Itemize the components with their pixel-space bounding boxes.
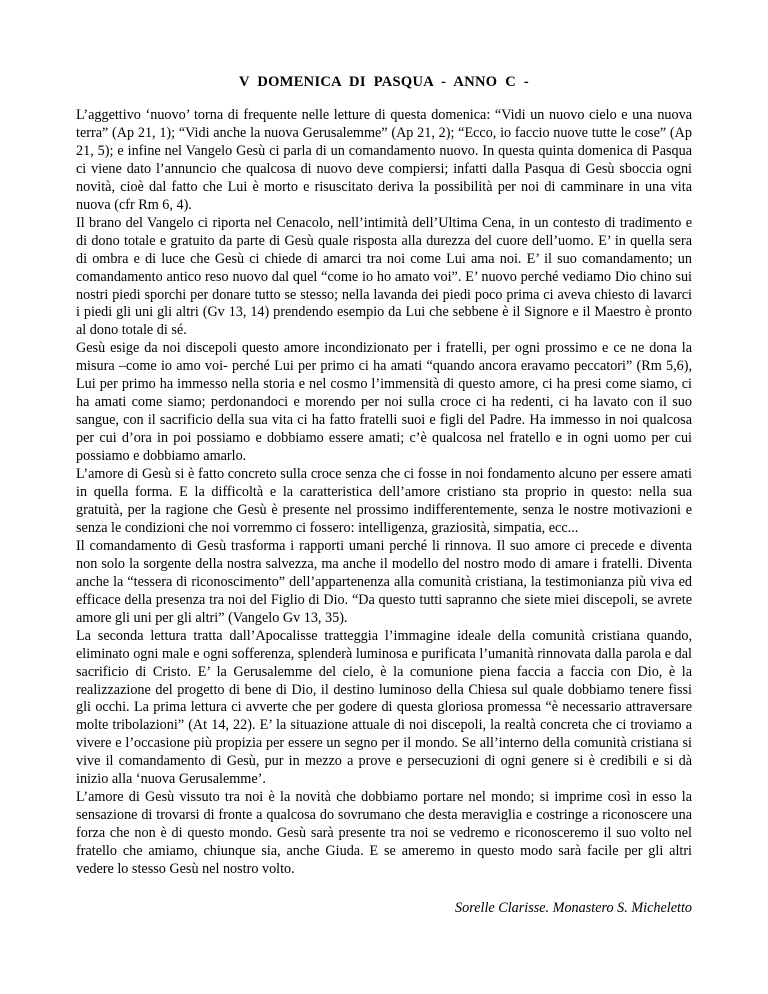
paragraph: L’amore di Gesù vissuto tra noi è la novità che dobbiamo portare nel mondo; si imprime così in esso la sensazione di trovarsi di fronte a qualcosa do sovrumano che desta meraviglia e costringe a riconoscere una forza che non è di questo mondo. Gesù sarà presente tra noi se vedremo e riconosceremo il suo volto nel fratello che amiamo, chiunque sia, anche Giuda. E se ameremo in questo modo sarà facile per gli altri vedere lo stesso Gesù nel nostro volto. — [76, 789, 692, 878]
paragraph: Il brano del Vangelo ci riporta nel Cenacolo, nell’intimità dell’Ultima Cena, in un contesto di tradimento e di dono totale e gratuito da parte di Gesù quale risposta alla durezza del cuore dell’uomo. E’ in quella sera di ombra e di luce che Gesù ci chiede di amarci tra noi come Lui ama noi. E’ il suo comandamento; un comandamento antico reso nuovo dal quel “come io ho amato voi”. E’ nuovo perché vediamo Dio chino sui nostri piedi sporchi per donare tutto se stesso; nella lavanda dei piedi poco prima ci aveva chiesto di lavarci i piedi gli uni gli altri (Gv 13, 14) prendendo esempio da Lui che sebbene è il Signore e il Maestro è pronto al dono totale di sé. — [76, 214, 692, 339]
paragraph: L’amore di Gesù si è fatto concreto sulla croce senza che ci fosse in noi fondamento alcuno per essere amati in quella forma. E la difficoltà e la caratteristica dell’amore cristiano sta proprio in questo: nella sua gratuità, per la ragione che Gesù è presente nel prossimo indifferentemente, senza le nostre motivazioni e senza le condizioni che noi vorremmo ci fossero: intelligenza, graziosità, simpatia, ecc... — [76, 466, 692, 536]
document-title: V DOMENICA DI PASQUA - ANNO C - — [238, 74, 530, 90]
signature: Sorelle Clarisse. Monastero S. Micheletto — [455, 899, 692, 916]
document-page — [76, 72, 692, 917]
paragraph: L’aggettivo ‘nuovo’ torna di frequente nelle letture di questa domenica: “Vidi un nuovo cielo e una nuova terra” (Ap 21, 1); “Vidi anche la nuova Gerusalemme” (Ap 21, 2); “Ecco, io faccio nuove tutte le cose” (Ap 21, 5); e infine nel Vangelo Gesù ci parla di un comandamento nuovo. In questa quinta domenica di Pasqua ci viene dato l’annuncio che qualcosa di nuovo deve compiersi; infatti dalla Pasqua di Gesù sboccia ogni novità, cioè dal fatto che Lui è morto e risuscitato deriva la possibilità per noi di camminare in una vita nuova (cfr Rm 6, 4). — [76, 107, 692, 213]
document-body — [76, 107, 692, 879]
paragraph: Il comandamento di Gesù trasforma i rapporti umani perché li rinnova. Il suo amore ci precede e diventa non solo la sorgente della nostra salvezza, ma anche il modello del nostro modo di amare i fratelli. Diventa anche la “tessera di riconoscimento” dell’appartenenza alla comunità cristiana, la testimonianza più viva ed efficace della presenza tra noi del Figlio di Dio. “Da questo tutti sapranno che siete miei discepoli, se avrete amore gli uni per gli altri” (Vangelo Gv 13, 35). — [76, 537, 692, 626]
paragraph: La seconda lettura tratta dall’Apocalisse tratteggia l’immagine ideale della comunità cristiana quando, eliminato ogni male e ogni sofferenza, splenderà luminosa e purificata l’umanità rinnovata dalla parola e dal sacrificio di Cristo. E’ la Gerusalemme del cielo, è la comunione piena faccia a faccia con Dio, è la realizzazione del progetto di bene di Dio, il destino luminoso della Chiesa sul quale dobbiamo tenere fissi gli occhi. La prima lettura ci avverte che per godere di questa gloriosa promessa “è necessario attraversare molte tribolazioni” (At 14, 22). E’ la situazione attuale di noi discepoli, la realtà concreta che ci troviamo a vivere e l’occasione più propizia per essere un segno per il mondo. Se all’interno della comunità cristiana si vive il comandamento di Gesù, pur in mezzo a prove e persecuzioni di ogni genere si è credibili e si dà inizio alla ‘nuova Gerusalemme’. — [76, 627, 692, 788]
paragraph: Gesù esige da noi discepoli questo amore incondizionato per i fratelli, per ogni prossimo e ce ne dona la misura –come io amo voi- perché Lui per primo ci ha amati “quando ancora eravamo peccatori” (Rm 5,6), Lui per primo ha immesso nella storia e nel cosmo l’immensità di questo amore, ci ha presi come siamo, ci ha amati come siamo; perdonandoci e morendo per noi sulla croce ci ha redenti, ci ha lavato con il suo sangue, con il sacrificio della sua vita ci ha fatto fratelli suoi e figli del Padre. Ha immesso in noi qualcosa per cui d’ora in poi possiamo e dobbiamo essere amati; c’è qualcosa nel fratello e in ogni uomo per cui possiamo e dobbiamo amarlo. — [76, 340, 692, 465]
